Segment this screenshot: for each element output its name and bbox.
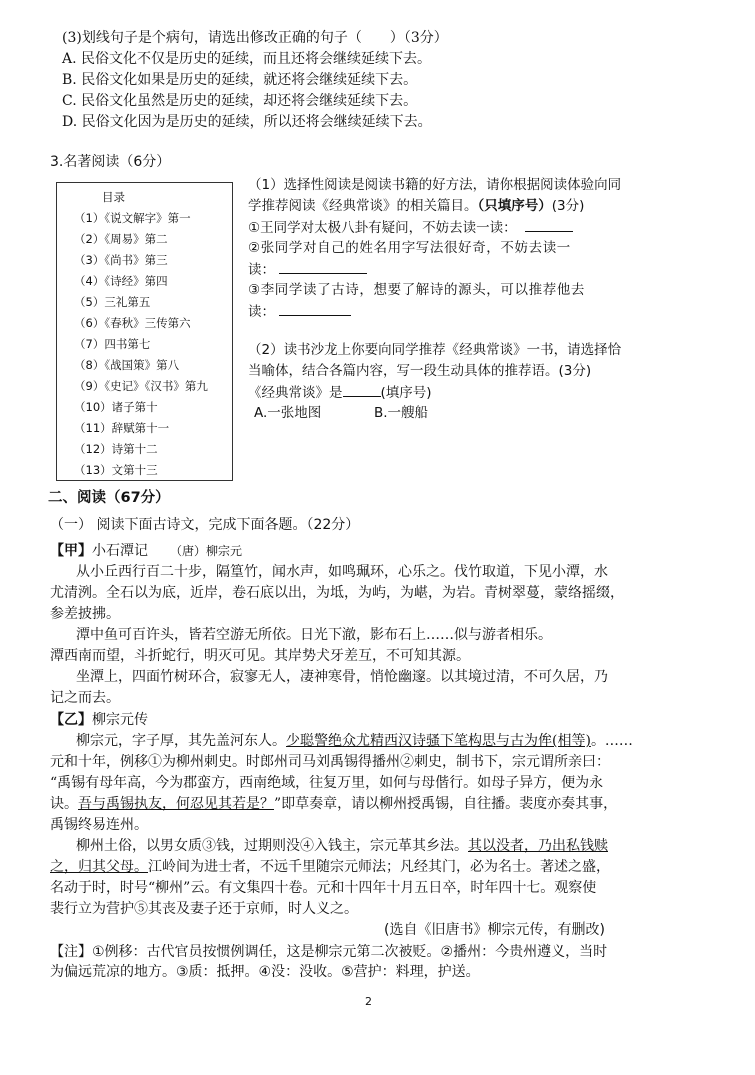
q32-line3: [248, 382, 432, 403]
q32-option-a: A.一张地图: [254, 405, 322, 421]
q31-item1-text: ①王同学对太极八卦有疑问，不妨去读一读：: [248, 220, 517, 236]
toc-item: （7）四书第七: [74, 337, 151, 351]
yi-text: 柳宗元，字子厚，其先盖河东人。: [76, 733, 286, 749]
q3-option-b: B. 民俗文化如果是历史的延续，就还将会继续延续下去。: [62, 72, 418, 88]
q3-option-a: A. 民俗文化不仅是历史的延续，而且还将会继续延续下去。: [62, 51, 432, 67]
yi-text: ”即草奏章，请以柳州授禹锡，自往播。裴度亦奏其事，: [274, 796, 618, 812]
toc-item: （8）《战国策》第八: [74, 358, 180, 372]
jia-title: 小石潭记: [92, 543, 148, 559]
toc-item: （5）三礼第五: [74, 295, 151, 309]
jia-line: 潭中鱼可百许头，皆若空游无所依。日光下澈，影布石上……似与游者相乐。: [76, 627, 552, 643]
underlined-sentence: 吾与禹锡执友，何忍见其若是？: [78, 796, 274, 812]
q3-option-d: D. 民俗文化因为是历史的延续，所以还将会继续延续下去。: [62, 114, 432, 130]
q32-line1: （2）读书沙龙上你要向同学推荐《经典常谈》一书，请选择恰: [248, 342, 622, 358]
jia-line: 从小丘西行百二十步，隔篁竹，闻水声，如鸣珮环，心乐之。伐竹取道，下见小潭，水: [76, 564, 608, 580]
yi-text: 柳州土俗，以男女质③钱，过期则没④入钱主，宗元革其乡法。: [76, 838, 468, 854]
toc-item: （3）《尚书》第三: [74, 253, 168, 267]
sub1-title: （一） 阅读下面古诗文，完成下面各题。（22分）: [50, 517, 360, 533]
jia-line: 潭西南而望，斗折蛇行，明灭可见。其岸势犬牙差互，不可知其源。: [50, 648, 470, 664]
toc-item: （2）《周易》第二: [74, 232, 168, 246]
yi-source: (选自《旧唐书》柳宗元传，有删改): [384, 922, 605, 938]
toc-item: （1）《说文解字》第一: [74, 211, 191, 225]
q31-item3a: ③李同学读了古诗，想要了解诗的源头，可以推荐他去: [248, 282, 586, 298]
toc-item: （10）诸子第十: [74, 400, 158, 414]
q3-stem: (3)划线句子是个病句，请选出修改正确的句子（ ）（3分）: [62, 30, 448, 46]
jia-line: 坐潭上，四面竹树环合，寂寥无人，凄神寒骨，悄怆幽邃。以其境过清，不可久居，乃: [76, 669, 608, 685]
answer-blank[interactable]: [279, 301, 351, 316]
underlined-sentence: 少聪警绝众尤精西汉诗骚下笔构思与古为侔(相等): [286, 733, 591, 749]
yi-text: 江岭间为进士者，不远千里随宗元师法；凡经其门，必为名士。著述之盛，: [148, 859, 610, 875]
q32-line3-hint: (填序号): [380, 385, 432, 401]
yi-line: “禹锡有母年高，今为郡蛮方，西南绝域，往复万里，如何与母偕行。如母子异方，便为永: [50, 775, 604, 791]
page-number: 2: [365, 995, 372, 1008]
toc-box: [56, 182, 233, 481]
jia-author: （唐）柳宗元: [170, 544, 243, 558]
q32-option-b: B.一艘船: [374, 405, 429, 421]
q31-item2b: [248, 259, 367, 280]
q31-line2-score: (3分): [551, 198, 585, 214]
q31-item3b-text: 读：: [248, 304, 275, 320]
underlined-sentence: 之，归其父母。: [50, 859, 148, 875]
underlined-sentence: 其以没者，乃出私钱赎: [468, 838, 608, 854]
q31-line2-text: 学推荐阅读《经典常谈》的相关篇目。: [248, 198, 478, 214]
toc-item: （6）《春秋》三传第六: [74, 316, 191, 330]
toc-item: （13）文第十三: [74, 463, 158, 477]
yi-line: [50, 794, 617, 814]
toc-item: （9）《史记》《汉书》第九: [74, 379, 208, 393]
q31-line1: （1）选择性阅读是阅读书籍的好方法，请你根据阅读体验向同: [248, 177, 622, 193]
q3-option-c: C. 民俗文化虽然是历史的延续，却还将会继续延续下去。: [62, 93, 418, 109]
yi-line: 裴行立为营护⑤其丧及妻子还于京师，时人义之。: [50, 901, 358, 917]
q31-item3b: [248, 301, 351, 322]
jia-heading: [50, 541, 242, 561]
q31-line2-emphasis: （只填序号）: [477, 198, 552, 214]
yi-heading: [50, 710, 148, 730]
yi-line: 禹锡终易连州。: [50, 817, 148, 833]
toc-item: （4）《诗经》第四: [74, 274, 168, 288]
yi-label: 【乙】: [50, 712, 92, 728]
q32-line3-text: 《经典常谈》是: [248, 385, 343, 401]
q31-item2a: ②张同学对自己的姓名用字写法很好奇，不妨去读一: [248, 240, 571, 256]
jia-label: 【甲】: [50, 543, 92, 559]
yi-title: 柳宗元传: [92, 712, 148, 728]
toc-title: 目录: [102, 190, 125, 204]
jia-line: 参差披拂。: [50, 606, 120, 622]
q31-line2: [248, 196, 584, 216]
yi-line: 元和十年，例移①为柳州刺史。时郎州司马刘禹锡得播州②刺史，制书下，宗元谓所亲曰：: [50, 754, 610, 770]
q31-item1: [248, 217, 573, 238]
yi-text: 。……: [590, 733, 633, 749]
yi-line: [50, 857, 610, 877]
note-line2: 为偏远荒凉的地方。③质：抵押。④没：没收。⑤营护：料理，护送。: [50, 964, 480, 980]
toc-item: （12）诗第十二: [74, 442, 158, 456]
answer-blank[interactable]: [279, 259, 367, 274]
q31-item2b-text: 读：: [248, 262, 275, 278]
answer-blank[interactable]: [343, 382, 381, 397]
jia-line: 记之而去。: [50, 690, 120, 706]
yi-line: 名动于时，时号“柳州”云。有文集四十卷。元和十四年十月五日卒，时年四十七。观察使: [50, 880, 597, 896]
yi-line: [76, 731, 633, 751]
note-line1: 【注】①例移：古代官员按惯例调任，这是柳宗元第二次被贬。②播州：今贵州遵义，当时: [50, 944, 608, 960]
jia-line: 尤清洌。全石以为底，近岸，卷石底以出，为坻，为屿，为嵁，为岩。青树翠蔓，蒙络摇缀，: [50, 585, 624, 601]
toc-item: （11）辞赋第十一: [74, 421, 170, 435]
part2-title: 二、阅读（67分）: [48, 490, 170, 506]
answer-blank[interactable]: [525, 217, 573, 232]
yi-text: 诀。: [50, 796, 78, 812]
q32-line2: 当喻体，结合各篇内容，写一段生动具体的推荐语。(3分): [248, 363, 592, 379]
section3-title: 3.名著阅读（6分）: [50, 154, 171, 170]
yi-line: [76, 836, 608, 856]
